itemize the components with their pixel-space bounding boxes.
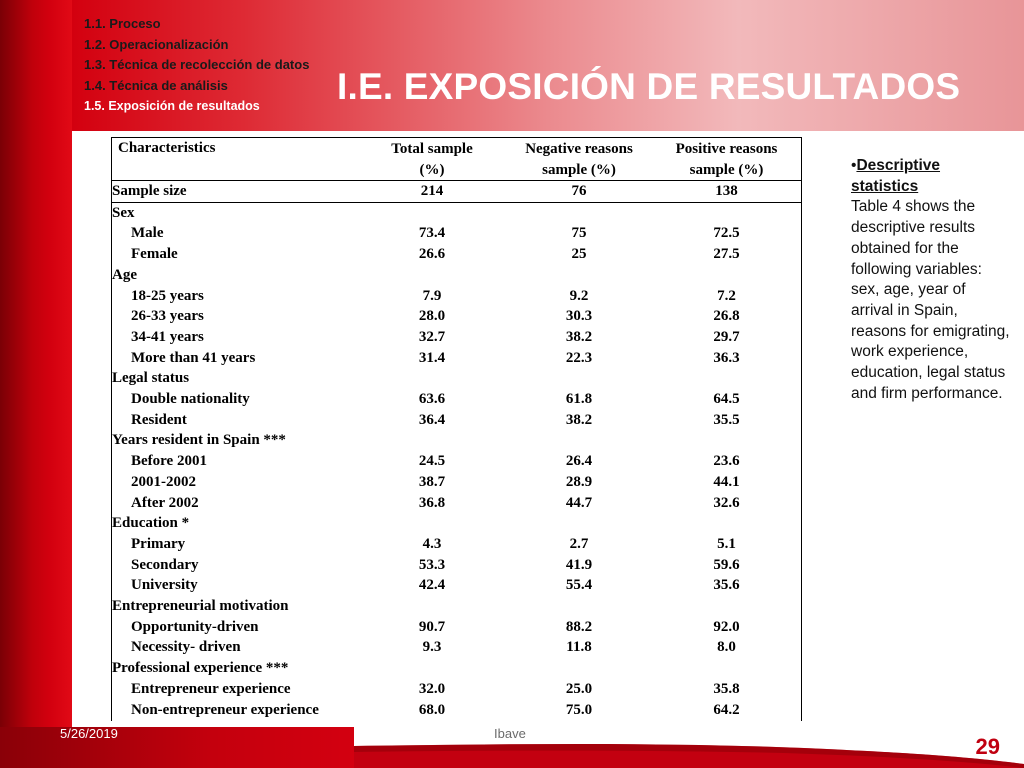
cell-positive: 35.6 [713,577,740,594]
cell-negative [506,265,652,286]
row-label: 18-25 years [131,287,204,304]
header-total-sample-unit: (%) [358,159,506,181]
cell-positive: 36.3 [713,349,740,366]
cell-positive: 59.6 [713,556,740,573]
cell-negative [506,430,652,451]
table-row [112,223,801,244]
cell-total: 32.7 [418,328,446,345]
cell-negative: 55.4 [565,577,593,594]
table-row [112,472,801,493]
group-label: Years resident in Spain *** [112,432,286,449]
cell-negative: 75.0 [565,701,593,718]
cell-total: 9.3 [422,639,442,656]
page-number: 29 [975,734,1000,759]
outline-item-operacionalizacion: 1.2. Operacionalización [84,36,229,52]
cell-total: 42.4 [418,577,446,594]
table-row [112,555,801,576]
table-group-row [112,368,801,389]
table-group-row [112,430,801,451]
cell-negative: 30.3 [565,308,593,325]
cell-positive [652,513,801,534]
table-group-row [112,202,801,223]
cell-negative: 38.2 [565,411,593,428]
table-row [112,306,801,327]
cell-negative [506,513,652,534]
row-label: Male [131,225,164,242]
row-label: Sample size [112,181,358,203]
cell-positive [652,430,801,451]
cell-positive: 35.8 [713,680,740,697]
row-label: Necessity- driven [131,639,241,656]
group-label: Legal status [112,370,190,387]
row-label: Before 2001 [131,453,207,470]
cell-total: 36.4 [418,411,446,428]
cell-positive: 44.1 [713,473,740,490]
outline-item-exposicion-active: 1.5. Exposición de resultados [84,99,260,113]
footer-date: 5/26/2019 [60,726,118,741]
cell-negative: 41.9 [565,556,593,573]
table-row [112,327,801,348]
cell-total: 38.7 [418,473,446,490]
cell-negative: 26.4 [565,453,593,470]
cell-negative: 9.2 [569,287,589,304]
cell-positive: 32.6 [713,494,740,511]
cell-positive [652,596,801,617]
cell-total: 28.0 [418,308,446,325]
table-row [112,575,801,596]
cell-negative [506,596,652,617]
cell-positive: 7.2 [717,287,736,304]
table-row [112,348,801,369]
table-row [112,410,801,431]
table-group-row [112,513,801,534]
cell-total: 36.8 [418,494,446,511]
header-characteristics-unit [112,159,358,181]
side-note [851,156,1011,404]
cell-negative [506,368,652,389]
cell-positive: 35.5 [713,411,740,428]
table-header-row-units [112,159,801,181]
cell-negative: 11.8 [566,639,592,656]
cell-positive: 29.7 [713,328,740,345]
header-total-sample: Total sample [391,141,473,157]
cell-negative [506,202,652,223]
row-label: 34-41 years [131,328,204,345]
cell-total [358,202,506,223]
footer-author: Ibave [494,726,526,741]
row-label: Resident [131,411,187,428]
cell-positive: 92.0 [713,618,740,635]
header-positive-reasons-unit: sample (%) [652,159,801,181]
cell-negative: 2.7 [569,535,589,552]
cell-negative: 75 [571,225,587,242]
table-header-row [112,138,801,159]
row-label: Opportunity-driven [131,618,259,635]
row-label: Female [131,246,178,263]
cell-total: 68.0 [418,701,446,718]
row-label: More than 41 years [131,349,256,366]
cell-negative [506,658,652,679]
cell-total: 90.7 [418,618,446,635]
outline-item-tecnica-recoleccion: 1.3. Técnica de recolección de datos [84,57,310,72]
header-positive-reasons: Positive reasons [675,141,778,157]
table-row [112,679,801,700]
cell-positive: 26.8 [713,308,740,325]
group-label: Sex [112,204,135,221]
cell-total [358,265,506,286]
cell-negative: 44.7 [565,494,593,511]
table-group-row [112,265,801,286]
cell-positive: 23.6 [713,453,740,470]
cell-positive: 5.1 [717,535,736,552]
table-row [112,637,801,658]
note-heading: Descriptive statistics [851,157,941,195]
cell-positive [652,368,801,389]
cell-negative: 25 [571,246,587,263]
cell-negative: 22.3 [565,349,593,366]
row-label: University [131,577,198,594]
group-label: Professional experience *** [112,660,289,677]
outline-item-tecnica-analisis: 1.4. Técnica de análisis [84,77,228,93]
cell-negative: 76 [506,181,652,203]
cell-positive: 138 [652,181,801,203]
cell-negative: 28.9 [565,473,593,490]
cell-total: 7.9 [422,287,442,304]
table-row [112,286,801,307]
header-negative-reasons: Negative reasons [525,141,633,157]
cell-total: 214 [358,181,506,203]
note-body: Table 4 shows the descriptive results obtained for the following variables: sex, age, year of arrival in Spain, reasons for emigrating, work experience, education, legal status and firm performance. [851,198,1010,402]
row-label: Entrepreneur experience [131,680,291,697]
cell-total [358,658,506,679]
cell-positive: 8.0 [717,639,736,656]
header-negative-reasons-unit: sample (%) [506,159,652,181]
table-row [112,451,801,472]
cell-total: 63.6 [418,391,446,408]
cell-positive: 72.5 [713,225,740,242]
group-label: Age [112,266,137,283]
cell-total [358,596,506,617]
cell-positive: 27.5 [713,246,740,263]
cell-negative: 61.8 [565,391,593,408]
section-outline [84,14,309,117]
cell-total: 4.3 [422,535,442,552]
row-label: After 2002 [131,494,199,511]
descriptive-statistics-table [112,138,801,720]
cell-negative: 25.0 [565,680,593,697]
row-label: 2001-2002 [131,473,196,490]
cell-negative: 38.2 [565,328,593,345]
sample-size-row [112,181,801,203]
table-row [112,534,801,555]
cell-positive [652,265,801,286]
cell-positive: 64.2 [713,701,740,718]
cell-total [358,513,506,534]
cell-total: 53.3 [418,556,446,573]
row-label: Double nationality [131,391,250,408]
group-label: Entrepreneurial motivation [112,598,289,615]
left-decorative-band [0,0,72,768]
cell-total: 32.0 [418,680,446,697]
table-group-row [112,596,801,617]
row-label: 26-33 years [131,308,204,325]
header-characteristics: Characteristics [118,140,216,156]
cell-total: 26.6 [418,246,446,263]
table-row [112,244,801,265]
group-label: Education * [112,515,190,532]
slide-title: I.E. EXPOSICIÓN DE RESULTADOS [337,66,961,107]
cell-total [358,430,506,451]
table-group-row [112,658,801,679]
bullet-marker: • [851,157,857,174]
cell-total: 31.4 [418,349,446,366]
cell-total [358,368,506,389]
footer-wave-decoration [354,738,1024,768]
table-row [112,493,801,514]
row-label: Non-entrepreneur experience [131,701,319,718]
table-row [112,700,801,721]
footer-red-band [0,727,354,768]
cell-negative: 88.2 [565,618,593,635]
table-row [112,389,801,410]
row-label: Secondary [131,556,199,573]
cell-positive [652,202,801,223]
cell-total: 73.4 [418,225,446,242]
results-table-container [111,137,802,721]
cell-positive: 64.5 [713,391,740,408]
outline-item-proceso: 1.1. Proceso [84,16,161,31]
cell-positive [652,658,801,679]
cell-total: 24.5 [418,453,446,470]
table-row [112,617,801,638]
row-label: Primary [131,535,186,552]
